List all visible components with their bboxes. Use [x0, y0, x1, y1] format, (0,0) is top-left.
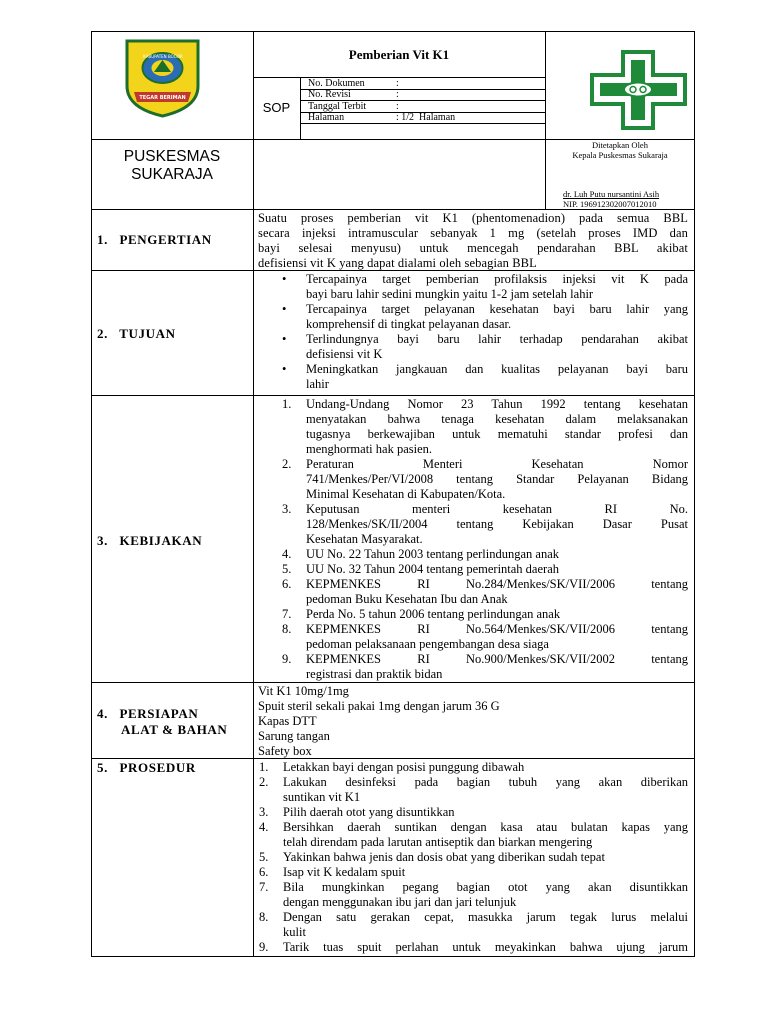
logo-top-text: KABUPATEN BOGOR	[143, 54, 183, 59]
table-border-right	[694, 31, 695, 957]
regency-logo	[124, 38, 201, 118]
doc-field-label: No. Revisi	[308, 89, 351, 100]
doc-field-value: :	[396, 101, 399, 112]
approval-role: Kepala Puskesmas Sukaraja	[572, 150, 668, 160]
list-item: • Meningkatkan jangkauan dan kualitas pelayanan bayi baru lahir	[282, 362, 688, 391]
signer-name: dr. Luh Putu nursantini Asih	[563, 189, 660, 199]
persiapan-list	[258, 684, 688, 759]
page-title: Pemberian Vit K1	[348, 47, 450, 62]
kebijakan-list	[282, 397, 688, 682]
list-item: 9. KEPMENKES RI No.900/Menkes/SK/VII/2002 tentang registrasi dan praktik bidan	[282, 652, 688, 681]
bullet-icon: •	[282, 302, 287, 316]
bullet-icon: •	[282, 332, 287, 346]
pengertian-line: secara injeksi intramuscular sebanyak 1 mg (setelah proses IMD dan	[258, 226, 688, 240]
tujuan-list	[282, 272, 688, 392]
section-label-persiapan: 4. PERSIAPAN ALAT & BAHAN	[97, 706, 228, 737]
list-item: 2. Lakukan desinfeksi pada bagian tubuh yang akan diberikan suntikan vit K1	[259, 775, 688, 804]
doc-field-value: :	[396, 89, 399, 100]
doc-field-value: : 1/2 Halaman	[396, 112, 456, 123]
org-name-line1: PUSKESMAS	[123, 148, 221, 165]
sop-divider	[300, 77, 301, 139]
list-item: Vit K1 10mg/1mg	[258, 684, 349, 698]
bullet-icon: •	[282, 362, 287, 376]
pengertian-text	[258, 211, 688, 271]
approval-heading: Ditetapkan Oleh	[592, 140, 648, 150]
pengertian-line: Suatu proses pemberian vit K1 (phentomenadion) pada semua BBL	[258, 211, 688, 225]
pengertian-line: defisiensi vit K yang dapat dialami oleh sebagian BBL	[258, 256, 537, 270]
section-label-pengertian: 1. PENGERTIAN	[97, 232, 212, 247]
green-cross-icon	[587, 48, 692, 133]
column-divider	[253, 31, 254, 957]
section-label-kebijakan: 3. KEBIJAKAN	[97, 533, 203, 548]
shield-emblem-icon	[124, 38, 201, 118]
list-item: 7. Bila mungkinkan pegang bagian otot yang akan disuntikkan dengan menggunakan ibu jari dan jari telunjuk	[259, 880, 688, 909]
list-item: 8. KEPMENKES RI No.564/Menkes/SK/VII/2006 tentang pedoman pelaksanaan pengembangan desa siaga	[282, 622, 688, 651]
row-line-tujuan	[91, 395, 695, 396]
sop-label: SOP	[262, 100, 291, 115]
section-label-tujuan: 2. TUJUAN	[97, 326, 176, 341]
list-item: 5. Yakinkan bahwa jenis dan dosis obat yang diberikan sudah tepat	[259, 850, 605, 864]
list-item: 3. Pilih daerah otot yang disuntikkan	[259, 805, 455, 819]
list-item: 1. Letakkan bayi dengan posisi punggung dibawah	[259, 760, 525, 774]
pengertian-line: bayi selesai menyusu) untuk mencegah pendarahan BBL akibat	[258, 241, 688, 255]
list-item: 8. Dengan satu gerakan cepat, masukka jarum tegak lurus melalui kulit	[259, 910, 688, 939]
list-item: 6. Isap vit K kedalam spuit	[259, 865, 406, 879]
org-name	[91, 148, 253, 184]
list-item: Safety box	[258, 744, 312, 758]
list-item: 7. Perda No. 5 tahun 2006 tentang perlindungan anak	[282, 607, 561, 621]
docfield-line-4	[300, 123, 545, 124]
list-item: 5. UU No. 32 Tahun 2004 tentang pemerintah daerah	[282, 562, 559, 576]
doc-field-label: Halaman	[308, 112, 345, 123]
header-right-divider	[545, 31, 546, 210]
list-item: Kapas DTT	[258, 714, 317, 728]
health-cross-logo	[587, 48, 692, 133]
doc-field-label: No. Dokumen	[308, 78, 365, 89]
doc-field-label: Tanggal Terbit	[308, 101, 367, 112]
list-item: • Tercapainya target pemberian profilaksis injeksi vit K pada bayi baru lahir sedini mungkin yaitu 1-2 jam setelah lahir	[282, 272, 688, 301]
prosedur-list	[259, 760, 688, 955]
list-item: 2. Peraturan Menteri Kesehatan Nomor 741/Menkes/Per/VI/2008 tentang Standar Pelayanan Bidang Minimal Kesehatan di Kabupaten/Kota.	[282, 457, 688, 501]
section-label-prosedur: 5. PROSEDUR	[97, 760, 196, 775]
doc-field-value: :	[396, 78, 399, 89]
list-item: Sarung tangan	[258, 729, 330, 743]
list-item: 4. UU No. 22 Tahun 2003 tentang perlindungan anak	[282, 547, 560, 561]
title-underline	[253, 77, 545, 78]
table-border-top	[91, 31, 695, 32]
row-line-kebijakan	[91, 682, 695, 683]
signer-nip: NIP. 196912302007012010	[563, 199, 657, 209]
org-name-line2: SUKARAJA	[131, 166, 213, 183]
list-item: 4. Bersihkan daerah suntikan dengan kasa atau bulatan kapas yang telah direndam pada larutan antiseptik dan biarkan mengering	[259, 820, 688, 849]
bullet-icon: •	[282, 272, 287, 286]
list-item: 3. Keputusan menteri kesehatan RI No. 128/Menkes/SK/II/2004 tentang Kebijakan Dasar Pusat Kesehatan Masyarakat.	[282, 502, 688, 546]
list-item: • Terlindungnya bayi baru lahir terhadap pendarahan akibat defisiensi vit K	[282, 332, 688, 361]
table-border-bottom	[91, 956, 695, 957]
list-item: • Tercapainya target pelayanan kesehatan bayi baru lahir yang komprehensif di tingkat pelayanan dasar.	[282, 302, 688, 331]
list-item: 6. KEPMENKES RI No.284/Menkes/SK/VII/2006 tentang pedoman Buku Kesehatan Ibu dan Anak	[282, 577, 688, 606]
list-item: 9. Tarik tuas spuit perlahan untuk meyakinkan bahwa ujung jarum	[259, 940, 688, 954]
list-item: 1. Undang-Undang Nomor 23 Tahun 1992 tentang kesehatan menyatakan bahwa tenaga kesehatan dalam melaksanakan tugasnya berkewajiban untuk mematuhi standar profesi dan menghormati hak pasien.	[282, 397, 688, 456]
list-item: Spuit steril sekali pakai 1mg dengan jarum 36 G	[258, 699, 500, 713]
logo-banner-text: TEGAR BERIMAN	[139, 95, 186, 101]
header-bottom-line	[91, 209, 695, 210]
